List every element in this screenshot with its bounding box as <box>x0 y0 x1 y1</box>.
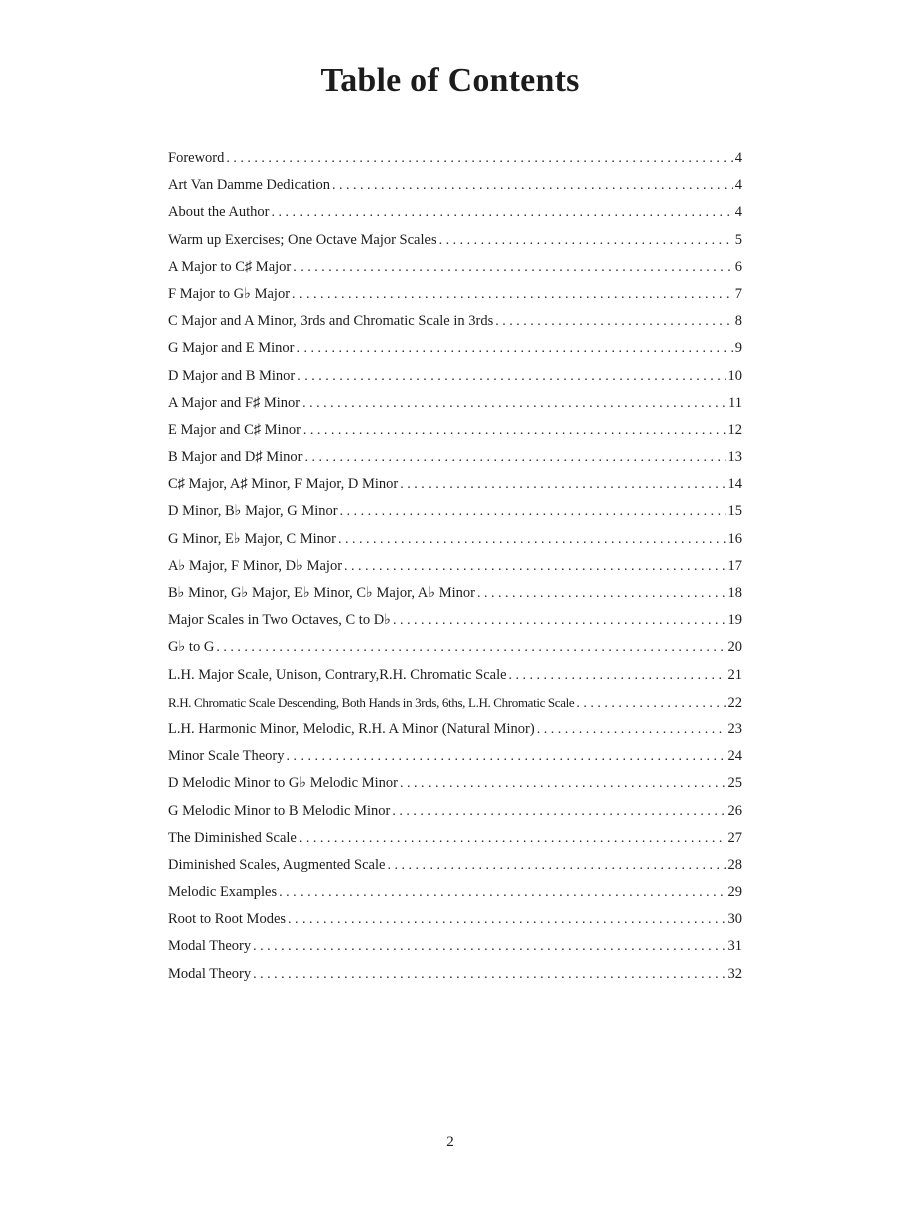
toc-entry[interactable] <box>168 227 742 254</box>
dot-leader <box>216 634 725 661</box>
toc-entry-label: L.H. Harmonic Minor, Melodic, R.H. A Minor (Natural Minor) <box>168 720 535 737</box>
dot-leader <box>477 580 726 607</box>
toc-entry-page: 17 <box>727 557 742 574</box>
toc-entry-label: Diminished Scales, Augmented Scale <box>168 856 386 873</box>
toc-entry-page: 32 <box>727 965 742 982</box>
toc-entry[interactable] <box>168 553 742 580</box>
dot-leader <box>287 743 726 770</box>
toc-entry-page: 28 <box>727 856 742 873</box>
toc-entry-page: 25 <box>727 775 742 792</box>
dot-leader <box>332 172 733 199</box>
toc-entry-page: 14 <box>727 476 742 493</box>
toc-entry[interactable] <box>168 743 742 770</box>
toc-entry-label: D Minor, B♭ Major, G Minor <box>168 503 338 520</box>
toc-entry-page: 31 <box>727 938 742 955</box>
toc-entry-page: 27 <box>727 829 742 846</box>
dot-leader <box>495 308 733 335</box>
toc-entry-page: 21 <box>727 666 742 683</box>
toc-entry-label: Root to Root Modes <box>168 911 287 928</box>
dot-leader <box>387 852 725 879</box>
toc-entry-label: F Major to G♭ Major <box>168 285 291 302</box>
dot-leader <box>296 335 732 362</box>
toc-entry-label: G♭ to G <box>168 639 215 656</box>
toc-entry-label: Modal Theory <box>168 938 252 955</box>
toc-entry[interactable] <box>168 961 742 988</box>
toc-entry-page: 26 <box>727 802 742 819</box>
toc-entry-label: G Minor, E♭ Major, C Minor <box>168 530 336 547</box>
dot-leader <box>393 607 725 634</box>
dot-leader <box>253 933 725 960</box>
dot-leader <box>344 553 725 580</box>
toc-entry-page: 6 <box>734 258 742 275</box>
toc-entry[interactable] <box>168 879 742 906</box>
toc-entry[interactable] <box>168 607 742 634</box>
toc-entry-label: Major Scales in Two Octaves, C to D♭ <box>168 612 392 629</box>
toc-entry[interactable] <box>168 689 742 716</box>
toc-entry-page: 8 <box>734 313 742 330</box>
page-number: 2 <box>446 1134 454 1150</box>
toc-entry-page: 4 <box>734 177 742 194</box>
toc-entry-label: Modal Theory <box>168 965 252 982</box>
toc-entry[interactable] <box>168 390 742 417</box>
toc-entry-page: 20 <box>727 639 742 656</box>
toc-entry-page: 18 <box>727 585 742 601</box>
toc-entry[interactable] <box>168 825 742 852</box>
toc-entry[interactable] <box>168 281 742 308</box>
dot-leader <box>293 254 733 281</box>
toc-entry-page: 23 <box>727 720 742 737</box>
toc-entry-page: 19 <box>727 612 742 629</box>
toc-entry-label: Foreword <box>168 150 225 166</box>
dot-leader <box>288 906 725 933</box>
toc-entry-label: A Major to C♯ Major <box>168 258 292 275</box>
toc-entry-page: 29 <box>727 884 742 901</box>
toc-entry-page: 30 <box>727 911 742 928</box>
toc-entry[interactable] <box>168 634 742 661</box>
toc-entry[interactable] <box>168 254 742 281</box>
toc-entry[interactable] <box>168 145 742 172</box>
toc-entry[interactable] <box>168 471 742 498</box>
toc-entry[interactable] <box>168 417 742 444</box>
dot-leader <box>400 471 725 498</box>
toc-entry[interactable] <box>168 770 742 797</box>
toc-entry-label: About the Author <box>168 204 270 221</box>
toc-entry-label: G Major and E Minor <box>168 340 295 357</box>
dot-leader <box>279 879 725 906</box>
toc-entry[interactable] <box>168 526 742 553</box>
toc-entry-label: Art Van Damme Dedication <box>168 177 331 194</box>
toc-entry[interactable] <box>168 933 742 960</box>
toc-entry[interactable] <box>168 852 742 879</box>
toc-entry[interactable] <box>168 498 742 525</box>
dot-leader <box>392 798 725 825</box>
toc-entry-label: Melodic Examples <box>168 884 278 901</box>
dot-leader <box>509 662 726 689</box>
dot-leader <box>305 444 726 471</box>
toc-entry[interactable] <box>168 580 742 607</box>
toc-entry-page: 11 <box>728 394 742 411</box>
toc-entry-label: C Major and A Minor, 3rds and Chromatic Scale in 3rds <box>168 313 494 330</box>
toc-entry[interactable] <box>168 363 742 390</box>
toc-entry-page: 4 <box>734 150 742 166</box>
toc-entry-page: 16 <box>727 530 742 547</box>
toc-entry[interactable] <box>168 716 742 743</box>
toc-entry-label: E Major and C♯ Minor <box>168 421 301 438</box>
toc-entry-label: Minor Scale Theory <box>168 748 285 765</box>
dot-leader <box>302 390 726 417</box>
toc-entry-label: D Melodic Minor to G♭ Melodic Minor <box>168 775 398 792</box>
dot-leader <box>292 281 733 308</box>
dot-leader <box>340 498 726 525</box>
toc-entry-label: A Major and F♯ Minor <box>168 394 301 411</box>
toc-entry-label: G Melodic Minor to B Melodic Minor <box>168 802 391 819</box>
toc-entry-page: 24 <box>727 748 742 765</box>
toc-entry-label: Warm up Exercises; One Octave Major Scales <box>168 231 437 248</box>
toc-entry[interactable] <box>168 335 742 362</box>
toc-entry[interactable] <box>168 172 742 199</box>
toc-entry-label: A♭ Major, F Minor, D♭ Major <box>168 557 343 574</box>
toc-entry-label: L.H. Major Scale, Unison, Contrary,R.H. Chromatic Scale <box>168 666 507 683</box>
dot-leader <box>272 199 733 226</box>
dot-leader <box>299 825 726 852</box>
toc-entry-page: 22 <box>727 694 742 711</box>
dot-leader <box>576 690 725 716</box>
toc-entry-label: B Major and D♯ Minor <box>168 449 303 466</box>
toc-entry-label: C♯ Major, A♯ Minor, F Major, D Minor <box>168 476 399 493</box>
toc-entry-label: R.H. Chromatic Scale Descending, Both Hands in 3rds, 6ths, L.H. Chromatic Scale <box>168 694 575 710</box>
toc-entry[interactable] <box>168 662 742 689</box>
dot-leader <box>338 526 726 553</box>
toc-entry-label: B♭ Minor, G♭ Major, E♭ Minor, C♭ Major, A♭ Minor <box>168 585 475 601</box>
page-title: Table of Contents <box>320 62 580 99</box>
toc-entry-page: 10 <box>727 367 742 384</box>
table-of-contents <box>168 145 742 988</box>
toc-entry-page: 7 <box>734 285 742 302</box>
toc-entry[interactable] <box>168 444 742 471</box>
toc-entry[interactable] <box>168 308 742 335</box>
toc-entry-label: The Diminished Scale <box>168 829 297 846</box>
toc-entry[interactable] <box>168 798 742 825</box>
dot-leader <box>297 363 725 390</box>
toc-entry-page: 12 <box>727 421 742 438</box>
toc-entry[interactable] <box>168 199 742 226</box>
toc-entry-page: 9 <box>734 340 742 357</box>
dot-leader <box>400 770 726 797</box>
dot-leader <box>439 227 733 254</box>
toc-entry-page: 5 <box>734 231 742 248</box>
toc-entry-label: D Major and B Minor <box>168 367 296 384</box>
toc-entry[interactable] <box>168 906 742 933</box>
dot-leader <box>226 145 732 172</box>
dot-leader <box>253 961 725 988</box>
dot-leader <box>303 417 726 444</box>
dot-leader <box>537 716 726 743</box>
toc-entry-page: 13 <box>727 449 742 466</box>
toc-entry-page: 15 <box>727 503 742 520</box>
toc-entry-page: 4 <box>734 204 742 221</box>
